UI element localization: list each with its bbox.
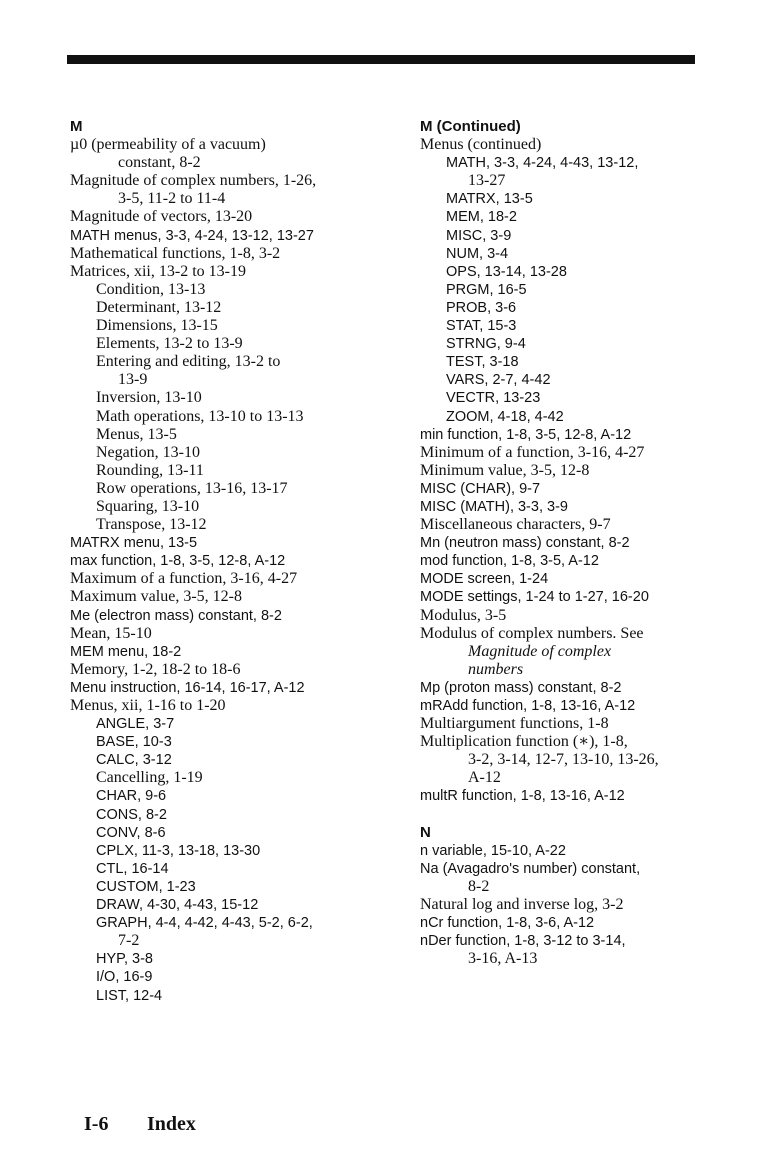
index-entry: MEM menu, 18-2 <box>70 643 182 660</box>
section-title: Index <box>147 1113 196 1135</box>
index-entry: HYP, 3-8 <box>96 951 153 968</box>
index-entry: STRNG, 9-4 <box>446 336 526 353</box>
index-entry: PROB, 3-6 <box>446 299 517 316</box>
page-number: I-6 <box>84 1113 109 1135</box>
index-entry: mRAdd function, 1-8, 13-16, A-12 <box>420 698 636 714</box>
index-column-left <box>70 118 400 1005</box>
index-entry: CHAR, 9-6 <box>96 788 167 805</box>
index-entry: Menus, 13-5 <box>96 425 177 443</box>
index-entry: MODE settings, 1-24 to 1-27, 16-20 <box>420 589 649 606</box>
index-entry: BASE, 10-3 <box>96 734 172 751</box>
index-entry: PRGM, 16-5 <box>446 281 527 298</box>
index-entries-left <box>70 136 400 1005</box>
index-entry: Menus (continued) <box>420 136 542 154</box>
index-entry: Mp (proton mass) constant, 8-2 <box>420 679 622 696</box>
index-entry: GRAPH, 4-4, 4-42, 4-43, 5-2, 6-2, <box>96 915 313 932</box>
section-letter-m-continued: M (Continued) <box>420 118 521 135</box>
index-entry: ZOOM, 4-18, 4-42 <box>446 408 564 425</box>
index-entry: Math operations, 13-10 to 13-13 <box>96 407 304 425</box>
index-entry: MODE screen, 1-24 <box>420 571 549 588</box>
index-entry: Multiargument functions, 1-8 <box>420 715 609 733</box>
index-entry: CONV, 8-6 <box>96 824 166 841</box>
index-entry: µ0 (permeability of a vacuum) <box>70 136 266 154</box>
index-entry: CONS, 8-2 <box>96 806 167 823</box>
index-entry: 3-2, 3-14, 12-7, 13-10, 13-26, <box>468 751 659 769</box>
index-entry: MISC (MATH), 3-3, 3-9 <box>420 498 568 515</box>
index-entry: MATRX, 13-5 <box>446 191 533 208</box>
index-entry: DRAW, 4-30, 4-43, 15-12 <box>96 897 259 914</box>
index-entry: VARS, 2-7, 4-42 <box>446 372 551 389</box>
index-entry: I/O, 16-9 <box>96 969 153 986</box>
index-entry: mod function, 1-8, 3-5, A-12 <box>420 553 599 570</box>
index-entry: nCr function, 1-8, 3-6, A-12 <box>420 915 595 932</box>
section-letter-n: N <box>420 823 431 841</box>
index-entry: MATRX menu, 13-5 <box>70 535 198 552</box>
index-entry: Menu instruction, 16-14, 16-17, A-12 <box>70 679 305 696</box>
index-entry: 7-2 <box>118 932 140 950</box>
index-entry: Magnitude of complex numbers, 1-26, <box>70 172 317 190</box>
index-entry: Elements, 13-2 to 13-9 <box>96 335 243 353</box>
index-entry: TEST, 3-18 <box>446 354 519 371</box>
index-entry: 3-16, A-13 <box>468 950 538 968</box>
index-entry: NUM, 3-4 <box>446 245 509 262</box>
index-entry: Maximum of a function, 3-16, 4-27 <box>70 570 298 588</box>
index-entry: CPLX, 11-3, 13-18, 13-30 <box>96 842 261 859</box>
index-entry: Squaring, 13-10 <box>96 497 200 515</box>
index-entry: Miscellaneous characters, 9-7 <box>420 516 611 534</box>
index-entry: STAT, 15-3 <box>446 318 517 335</box>
index-entry: Magnitude of complex <box>468 642 612 660</box>
index-entry: Dimensions, 13-15 <box>96 317 218 335</box>
index-entry: 13-27 <box>468 172 506 190</box>
index-entry: A-12 <box>468 769 501 787</box>
index-entry: Maximum value, 3-5, 12-8 <box>70 588 242 606</box>
index-entry: Multiplication function (∗), 1-8, <box>420 733 628 751</box>
index-entry: CTL, 16-14 <box>96 860 169 877</box>
index-entry: Minimum value, 3-5, 12-8 <box>420 461 590 479</box>
index-entry: Cancelling, 1-19 <box>96 769 203 787</box>
index-entry: MATH menus, 3-3, 4-24, 13-12, 13-27 <box>70 227 314 244</box>
index-entry: Na (Avagadro's number) constant, <box>420 860 641 877</box>
index-entry: Modulus of complex numbers. See <box>420 624 644 642</box>
index-entry: max function, 1-8, 3-5, 12-8, A-12 <box>70 553 286 570</box>
index-entry: Menus, xii, 1-16 to 1-20 <box>70 697 226 714</box>
index-entry: Entering and editing, 13-2 to <box>96 353 281 371</box>
index-entry: OPS, 13-14, 13-28 <box>446 263 567 280</box>
index-entry: Negation, 13-10 <box>96 443 200 461</box>
index-entry: Transpose, 13-12 <box>96 516 207 534</box>
index-entry: Determinant, 13-12 <box>96 298 222 316</box>
page-footer <box>84 1113 196 1136</box>
index-entry: Me (electron mass) constant, 8-2 <box>70 607 282 624</box>
index-entry: Mathematical functions, 1-8, 3-2 <box>70 244 281 262</box>
index-entry: nDer function, 1-8, 3-12 to 3-14, <box>420 933 626 950</box>
top-rule <box>67 55 695 64</box>
index-entry: Row operations, 13-16, 13-17 <box>96 479 288 497</box>
index-entry: MATH, 3-3, 4-24, 4-43, 13-12, <box>446 155 639 172</box>
index-entry: Inversion, 13-10 <box>96 389 202 407</box>
index-entry: MISC, 3-9 <box>446 227 512 244</box>
index-entry: numbers <box>468 660 524 678</box>
index-entry: Modulus, 3-5 <box>420 606 507 624</box>
index-entry: MEM, 18-2 <box>446 209 517 226</box>
index-entry: LIST, 12-4 <box>96 987 163 1004</box>
index-entry: n variable, 15-10, A-22 <box>420 842 566 859</box>
index-entry: min function, 1-8, 3-5, 12-8, A-12 <box>420 426 632 443</box>
index-entry: 3-5, 11-2 to 11-4 <box>118 190 226 208</box>
index-entries-n <box>420 842 750 969</box>
index-entry: Mean, 15-10 <box>70 624 152 642</box>
section-letter-m: M <box>70 118 83 135</box>
index-entry: Rounding, 13-11 <box>96 461 204 479</box>
index-entry: ANGLE, 3-7 <box>96 716 175 733</box>
index-entry: VECTR, 13-23 <box>446 390 541 407</box>
index-entry: multR function, 1-8, 13-16, A-12 <box>420 788 625 805</box>
index-entry: CALC, 3-12 <box>96 752 172 769</box>
index-entry: Natural log and inverse log, 3-2 <box>420 895 624 913</box>
index-entry: Magnitude of vectors, 13-20 <box>70 208 253 226</box>
index-entry: Mn (neutron mass) constant, 8-2 <box>420 535 630 552</box>
index-entries-right <box>420 136 750 805</box>
index-entry: constant, 8-2 <box>118 154 201 172</box>
index-entry: 13-9 <box>118 371 148 389</box>
section-gap <box>420 806 750 824</box>
index-entry: Minimum of a function, 3-16, 4-27 <box>420 443 645 461</box>
index-entry: 8-2 <box>468 877 490 895</box>
index-entry: Matrices, xii, 13-2 to 13-19 <box>70 262 246 280</box>
index-column-right <box>420 118 750 968</box>
index-entry: Condition, 13-13 <box>96 280 206 298</box>
index-entry: Memory, 1-2, 18-2 to 18-6 <box>70 660 241 678</box>
index-entry: CUSTOM, 1-23 <box>96 878 196 895</box>
index-entry: MISC (CHAR), 9-7 <box>420 480 541 497</box>
